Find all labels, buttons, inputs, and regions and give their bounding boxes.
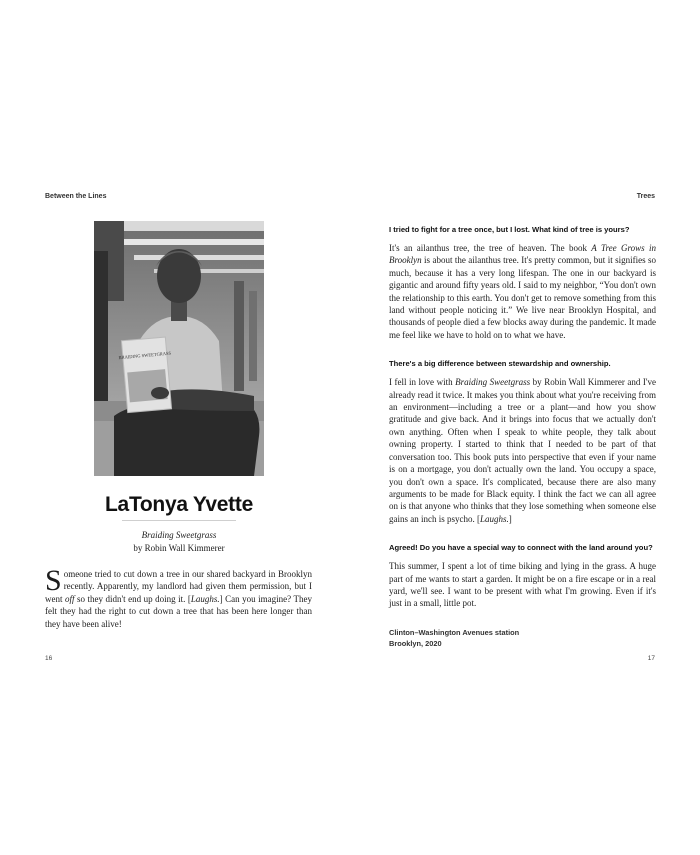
answer-1-text-2: is about the ailanthus tree. It's pretty common, but it signifies so much, because it has a very long lifespan. The one in our backyard is gigantic and around fifty years old. I said to my neighbor, “You don't own the relationship to this earth. You don't get to remove something from this land without people noticing it.” We live near Brooklyn Hospital, and thousands of people died a few blocks away during the pandemic. It made me feel like we have to hold on to what we have. — [389, 255, 656, 340]
answer-2-book-title: Braiding Sweetgrass — [455, 377, 531, 388]
intro-text-3: ] Can you imagine? They felt they had the right to cut down a tree that has been here longer than they have been alive! — [45, 593, 312, 629]
caption-city-year: Brooklyn, 2020 — [389, 638, 442, 648]
intro-emphasis: off — [65, 593, 75, 604]
question-3: Agreed! Do you have a special way to connect with the land around you? — [389, 543, 653, 553]
answer-2-text-3: ] — [508, 513, 512, 524]
intro-paragraph — [45, 564, 312, 630]
intro-text-2: so they didn't end up doing it. [ — [74, 593, 191, 604]
person-name: LaTonya Yvette — [105, 493, 253, 516]
portrait-illustration — [94, 221, 264, 476]
running-head-right: Trees — [636, 193, 655, 200]
answer-1-text-1: It's an ailanthus tree, the tree of heaven. The book — [389, 243, 592, 253]
name-divider — [122, 520, 236, 521]
intro-text-1: omeone tried to cut down a tree in our shared backyard in Brooklyn recently. Apparently, my landlord had given them permission, but I went — [45, 569, 312, 604]
question-1: I tried to fight for a tree once, but I lost. What kind of tree is yours? — [389, 225, 630, 234]
book-author: by Robin Wall Kimmerer — [133, 543, 225, 553]
answer-2-text-1: I fell in love with — [389, 377, 456, 388]
answer-2-text-2: by Robin Wall Kimmerer and I've already read it twice. It makes you think about what you're receiving from an environment—including a tree or a plant—and how you show gratitude and give back. And it brings into focus that we actually don't own anything. Often when I speak to white people, they talk about owning property. I started to think that I needed to be part of that conversation too. This book puts into perspective that even if your name is on a mortgage, you don't actually own the land. You occupy a space, you don't own a space. It's complicated, because there are also many arguments to be made for Black equity. I think the fact we can all agree on is that anyone who thinks that they lose something when someone else gains an inch is psycho. [ — [389, 377, 656, 524]
answer-2 — [389, 376, 656, 525]
answer-2-laughs: Laughs. — [479, 513, 509, 524]
caption-location: Clinton–Washington Avenues station — [389, 627, 520, 637]
portrait-photo — [94, 221, 264, 476]
photo-caption — [389, 627, 656, 649]
page-number-right: 17 — [647, 655, 655, 662]
book-credit — [50, 529, 308, 555]
intro-laughs: Laughs. — [190, 593, 220, 604]
page-number-left: 16 — [45, 655, 53, 662]
answer-1-book-title: A Tree Grows in Brooklyn — [389, 243, 656, 266]
book-title: Braiding Sweetgrass — [141, 530, 217, 540]
interview-column — [389, 224, 656, 649]
question-2: There's a big difference between stewardship and ownership. — [389, 359, 611, 369]
drop-cap: S — [45, 564, 62, 597]
running-head-left: Between the Lines — [45, 193, 107, 200]
answer-3: This summer, I spent a lot of time biking and lying in the grass. A huge part of me wants to start a garden. It might be on a fire escape or in a real yard, we'll see. I want to be present with what I'm growing. Even if it's just in a small, little pot. — [389, 561, 656, 609]
answer-1 — [389, 242, 656, 341]
photo-book-cover-text: BRAIDING SWEETGRASS — [118, 350, 172, 361]
